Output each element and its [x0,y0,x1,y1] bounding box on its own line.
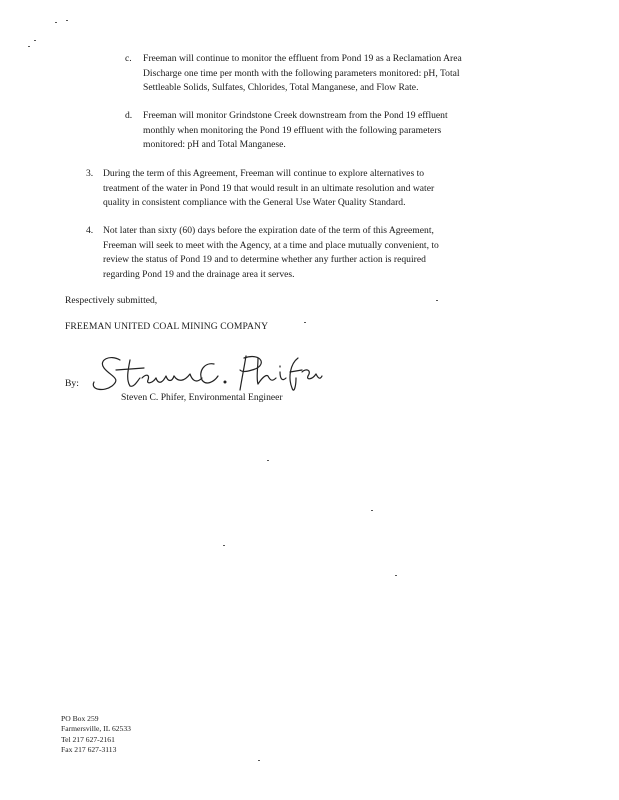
text-line: monthly when monitoring the Pond 19 effluent with the following parameters [143,124,442,136]
text-line: During the term of this Agreement, Freeman will continue to explore alternatives to [103,168,425,179]
text-line: Freeman will continue to monitor the effluent from Pond 19 as a Reclamation Area [143,53,462,64]
scan-speck [304,322,306,323]
scan-speck [371,510,373,511]
text-line: Freeman will monitor Grindstone Creek downstream from the Pond 19 effluent [143,110,448,121]
scan-speck [66,20,68,21]
item-3-text [103,167,434,211]
item-4-text [103,224,439,282]
text-line: treatment of the water in Pond 19 that would result in an ultimate resolution and water [103,182,435,194]
text-line: Freeman will seek to meet with the Agency, at a time and place mutually convenient, to [103,239,439,251]
by-label: By: [65,378,79,389]
text-line: review the status of Pond 19 and to determine whether any further action is required [103,254,426,265]
footer-line: PO Box 259 [61,714,99,723]
text-line: quality in consistent compliance with the General Use Water Quality Standard. [103,197,406,208]
scan-speck [436,300,438,301]
text-line: monitored: pH and Total Manganese. [143,139,286,150]
signer-name: Steven C. Phifer, Environmental Engineer [121,392,283,403]
footer-address [61,714,131,755]
footer-line: Tel 217 627-2161 [61,734,115,744]
scan-speck [395,575,397,576]
footer-line: Fax 217 627-3113 [61,744,117,754]
text-line: Not later than sixty (60) days before the expiration date of the term of this Agreement, [103,225,434,236]
item-3-marker: 3. [86,168,94,179]
scan-speck [258,760,260,761]
scan-speck [28,46,30,47]
scan-speck [223,545,225,546]
item-c-marker: c. [125,53,132,64]
closing-text: Respectively submitted, [65,295,158,306]
text-line: Settleable Solids, Sulfates, Chlorides, Total Manganese, and Flow Rate. [143,82,419,93]
scan-speck [267,460,269,461]
scan-speck [55,22,57,23]
text-line: regarding Pond 19 and the drainage area it serves. [103,268,295,280]
footer-line: Farmersville, IL 62533 [61,724,131,734]
item-d-text [143,109,448,153]
text-line: Discharge one time per month with the following parameters monitored: pH, Total [143,67,460,79]
item-d-marker: d. [125,110,133,121]
item-c-text [143,52,462,96]
company-name: FREEMAN UNITED COAL MINING COMPANY [65,321,269,332]
item-4-marker: 4. [86,225,94,236]
scan-speck [34,40,36,41]
